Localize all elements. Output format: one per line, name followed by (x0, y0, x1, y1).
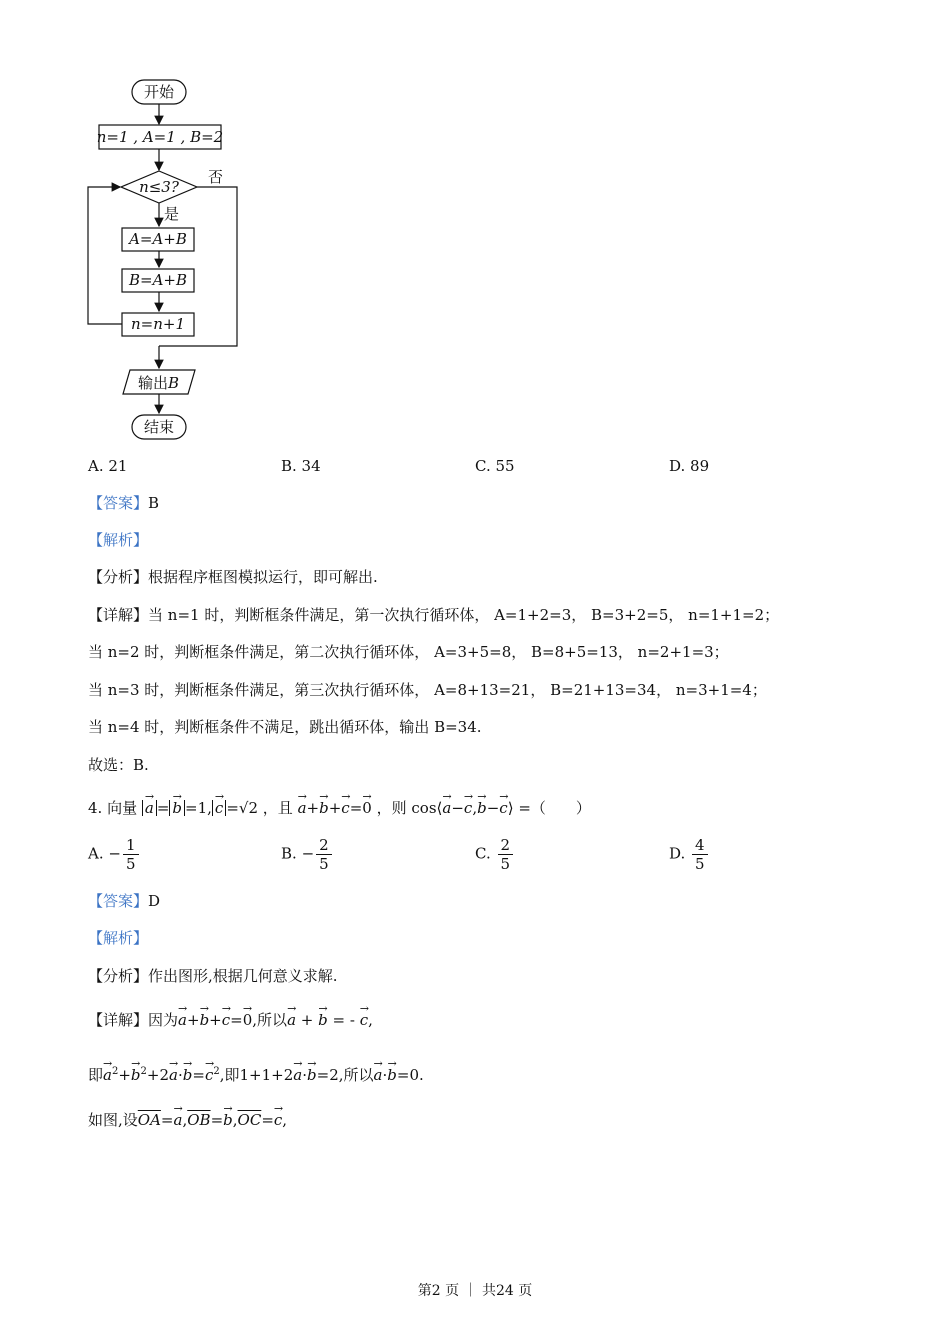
q4-stem-prefix: 4. 向量 (88, 799, 138, 817)
q4-analysis-heading (88, 928, 148, 948)
q3-answer: B (148, 494, 160, 512)
q4-detail-line-3: 如图,设$\overline{OA}=\to a,\overline{OB}=\to b,\overline{OC}=\to c$, (88, 1110, 287, 1130)
q3-fenxi-line (88, 567, 378, 587)
q4-detail-tag: 【详解】 (88, 1011, 149, 1029)
q4-sum-expr: → a+→ b+→ c=→ 0 (298, 799, 372, 817)
q4-abs-b: → b (169, 800, 185, 816)
q3-analysis-tag: 【解析】 (88, 531, 149, 549)
flow-no-label: 否 (208, 168, 224, 186)
q3-option-d: D. 89 (669, 457, 710, 475)
q3-detail-line-2: 当 n=2 时，判断框条件满足，第二次执行循环体， A=3+5=8， B=8+5=13， n=2+1=3； (88, 643, 729, 661)
q4-stem-then: ，则 (376, 799, 407, 817)
q4-fenxi-text: 作出图形,根据几何意义求解. (148, 967, 338, 985)
q4-analysis-tag: 【解析】 (88, 929, 149, 947)
flow-decision-label: n≤3? (139, 178, 179, 196)
q3-detail-line-4: 当 n=4 时，判断框条件不满足，跳出循环体，输出 B=34. (88, 718, 482, 736)
page-footer: 第2 页 ｜ 共24 页 (417, 1283, 533, 1299)
flowchart (80, 70, 280, 450)
flow-step-b-label: B=A+B (128, 271, 188, 289)
q4-option-c: C. $\frac{2}{5}$ (475, 836, 515, 873)
flow-end-label: 结束 (143, 418, 175, 436)
q4-fenxi-tag: 【分析】 (88, 967, 149, 985)
q3-detail-line-3: 当 n=3 时，判断框条件满足，第三次执行循环体， A=8+13=21， B=21+13=34， n=3+1=4； (88, 681, 767, 699)
flow-start-label: 开始 (143, 83, 175, 101)
q4-detail-line-1: 【详解】因为→ a+→ b+→ c=→ 0,所以→ a + → b = - → c, (88, 1010, 373, 1030)
q3-detail-line-1 (88, 605, 779, 625)
q3-conclusion: 故选：B. (88, 756, 149, 774)
q3-option-c: C. 55 (475, 457, 515, 475)
flow-output-label: 输出B (138, 374, 180, 392)
flow-init-label: n=1 , A=1 , B=2 (96, 128, 224, 146)
flow-step-a-label: A=A+B (129, 230, 187, 248)
q4-answer: D (148, 892, 161, 910)
q4-stem: 4. 向量 → a = → b =1, → c =√2 ，且 → a+→ b+→ c=→ 0 ，则 cos⟨→ a−→ c,→ b−→ c⟩ =（ ） (88, 798, 591, 818)
q4-option-a: A. − $\frac{1}{5}$ (88, 836, 141, 873)
q4-abs-a: → a (142, 800, 157, 816)
q3-option-b: B. 34 (281, 457, 321, 475)
flow-step-n-label: n=n+1 (130, 315, 186, 333)
q3-answer-line (88, 493, 159, 513)
flow-yes-label: 是 (164, 205, 180, 223)
q4-abs-c: → c (212, 800, 226, 816)
q4-fenxi-line (88, 966, 338, 986)
q4-stem-end: =（ ） (518, 799, 591, 817)
q3-detail-text-1: 当 n=1 时，判断框条件满足，第一次执行循环体， A=1+2=3， B=3+2=5， n=1+1=2； (148, 606, 780, 624)
q3-detail-tag: 【详解】 (88, 606, 149, 624)
q3-fenxi-text: 根据程序框图模拟运行，即可解出. (148, 568, 378, 586)
q4-cos-expr: cos⟨→ a−→ c,→ b−→ c⟩ (411, 799, 513, 817)
q4-option-b: B. − $\frac{2}{5}$ (281, 836, 334, 873)
q4-option-d: D. $\frac{4}{5}$ (669, 836, 710, 873)
q4-answer-line (88, 891, 160, 911)
q3-option-a: A. 21 (88, 457, 128, 475)
q3-fenxi-tag: 【分析】 (88, 568, 149, 586)
q3-answer-tag: 【答案】 (88, 494, 149, 512)
q4-detail-line-2: 即→ $a^2+\to b^2+2\to a\cdot\to b=\to c^2$,即1+1+2→ a·→ b=2,所以→ a·→ b=0. (88, 1062, 424, 1085)
q4-answer-tag: 【答案】 (88, 892, 149, 910)
q4-stem-mid: ，且 (262, 799, 293, 817)
q3-analysis-heading (88, 530, 148, 550)
